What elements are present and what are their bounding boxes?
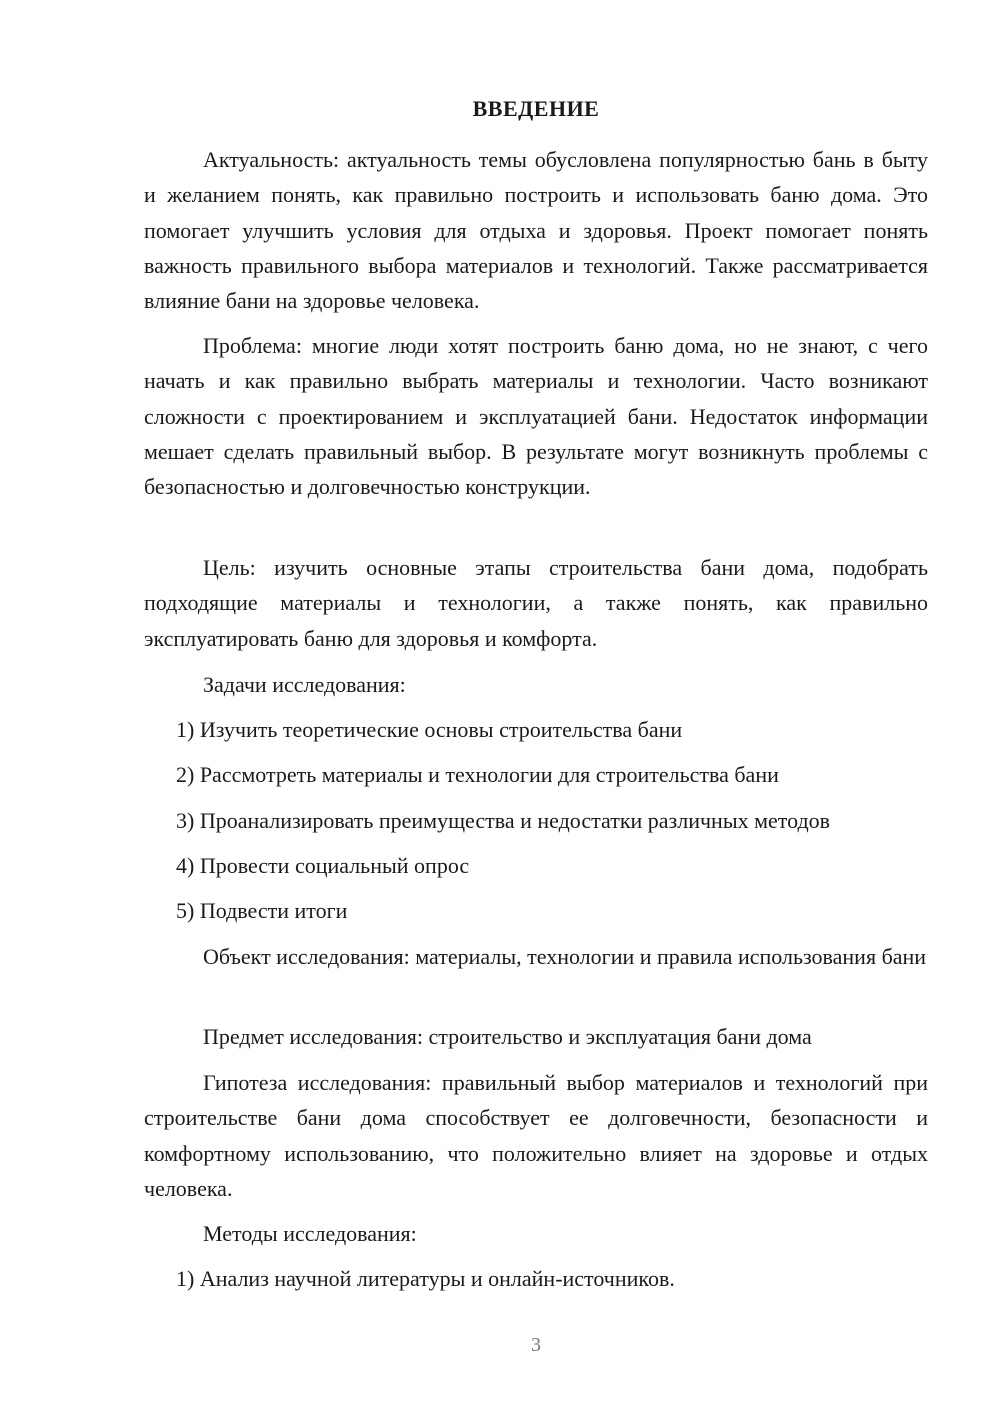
methods-heading: Методы исследования: [203, 1221, 417, 1246]
task-item: 4) Провести социальный опрос [176, 853, 470, 878]
task-item: 5) Подвести итоги [176, 898, 348, 923]
task-item: 1) Изучить теоретические основы строительства бани [176, 717, 683, 742]
paragraph-object: Объект исследования: материалы, технологии и правила использования бани [203, 944, 927, 969]
page-number: 3 [531, 1334, 541, 1356]
method-item: 1) Анализ научной литературы и онлайн-источников. [176, 1266, 675, 1291]
tasks-heading: Задачи исследования: [203, 672, 406, 697]
paragraph-problem: Проблема: многие люди хотят построить баню дома, но не знают, с чего начать и как правильно выбрать материалы и технологии. Часто возникают сложности с проектированием и эксплуатацией бани. Недостаток информации мешает сделать правильный выбор. В результате могут возникнуть проблемы с безопасностью и долговечностью конструкции. [144, 333, 928, 500]
task-item: 3) Проанализировать преимущества и недостатки различных методов [176, 808, 831, 833]
page-title: ВВЕДЕНИЕ [472, 96, 600, 121]
paragraph-relevance: Актуальность: актуальность темы обусловлена популярностью бань в быту и желанием понять, как правильно построить и использовать баню дома. Это помогает улучшить условия для отдыха и здоровья. Проект помогает понять важность правильного выбора материалов и технологий. Также рассматривается влияние бани на здоровье человека. [144, 147, 928, 314]
task-item: 2) Рассмотреть материалы и технологии для строительства бани [176, 762, 779, 787]
paragraph-hypothesis: Гипотеза исследования: правильный выбор материалов и технологий при строительстве бани дома способствует ее долговечности, безопасности и комфортному использованию, что положительно влияет на здоровье и отдых человека. [144, 1070, 928, 1201]
paragraph-subject: Предмет исследования: строительство и эксплуатация бани дома [203, 1024, 812, 1049]
paragraph-goal: Цель: изучить основные этапы строительства бани дома, подобрать подходящие материалы и технологии, а также понять, как правильно эксплуатировать баню для здоровья и комфорта. [144, 555, 928, 651]
